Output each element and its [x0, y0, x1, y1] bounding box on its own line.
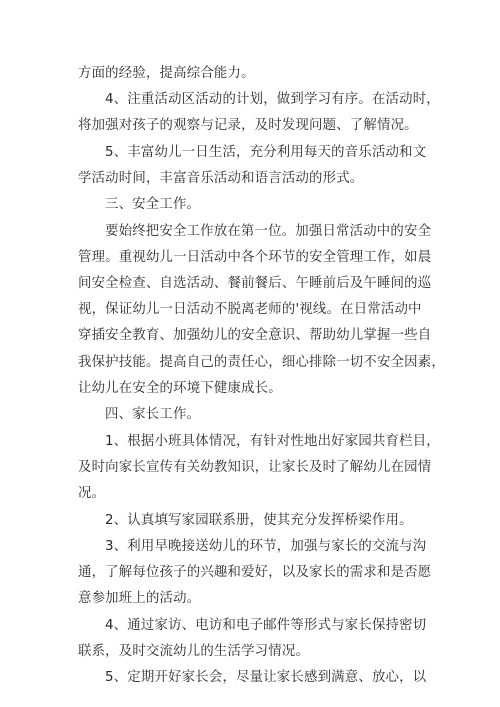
text-line: 意参加班上的活动。	[78, 591, 201, 606]
text-line: 间安全检查、自选活动、餐前餐后、午睡前后及午睡间的巡	[78, 276, 432, 291]
text-line: 联系，及时交流幼儿的生活学习情况。	[78, 644, 310, 659]
text-line: 1、根据小班具体情况，有针对性地出好家园共育栏目，	[105, 434, 440, 449]
text-line: 穿插安全教育、加强幼儿的安全意识、帮助幼儿掌握一些自	[78, 328, 432, 343]
text-line: 及时向家长宣传有关幼教知识，让家长及时了解幼儿在园情	[78, 460, 432, 475]
text-line: 管理。重视幼儿一日活动中各个环节的安全管理工作，如晨	[78, 250, 432, 265]
text-line: 视，保证幼儿一日活动不脱离老师的'视线。在日常活动中	[78, 302, 422, 317]
text-line: 将加强对孩子的观察与记录，及时发现问题、了解情况。	[78, 118, 418, 133]
text-line: 3、利用早晚接送幼儿的环节，加强与家长的交流与沟	[105, 539, 427, 554]
text-line: 通，了解每位孩子的兴趣和爱好，以及家长的需求和是否愿	[78, 565, 432, 580]
section-heading: 四、家长工作。	[105, 407, 201, 422]
text-line: 2、认真填写家园联系册，使其充分发挥桥梁作用。	[105, 513, 413, 528]
text-line: 5、定期开好家长会，尽量让家长感到满意、放心，以	[105, 670, 427, 685]
text-line: 方面的经验，提高综合能力。	[78, 66, 255, 81]
text-line: 让幼儿在安全的环境下健康成长。	[78, 381, 282, 396]
text-line: 5、丰富幼儿一日生活，充分利用每天的音乐活动和文	[105, 145, 427, 160]
text-line: 4、注重活动区活动的计划，做到学习有序。在活动时，	[105, 92, 440, 107]
text-line: 况。	[78, 486, 106, 501]
text-line: 我保护技能。提高自己的责任心，细心排除一切不安全因素，	[78, 355, 445, 370]
text-line: 要始终把安全工作放在第一位。加强日常活动中的安全	[105, 224, 432, 239]
section-heading: 三、安全工作。	[105, 197, 201, 212]
text-line: 学活动时间，丰富音乐活动和语言活动的形式。	[78, 171, 364, 186]
text-line: 4、通过家访、电访和电子邮件等形式与家长保持密切	[105, 618, 427, 633]
